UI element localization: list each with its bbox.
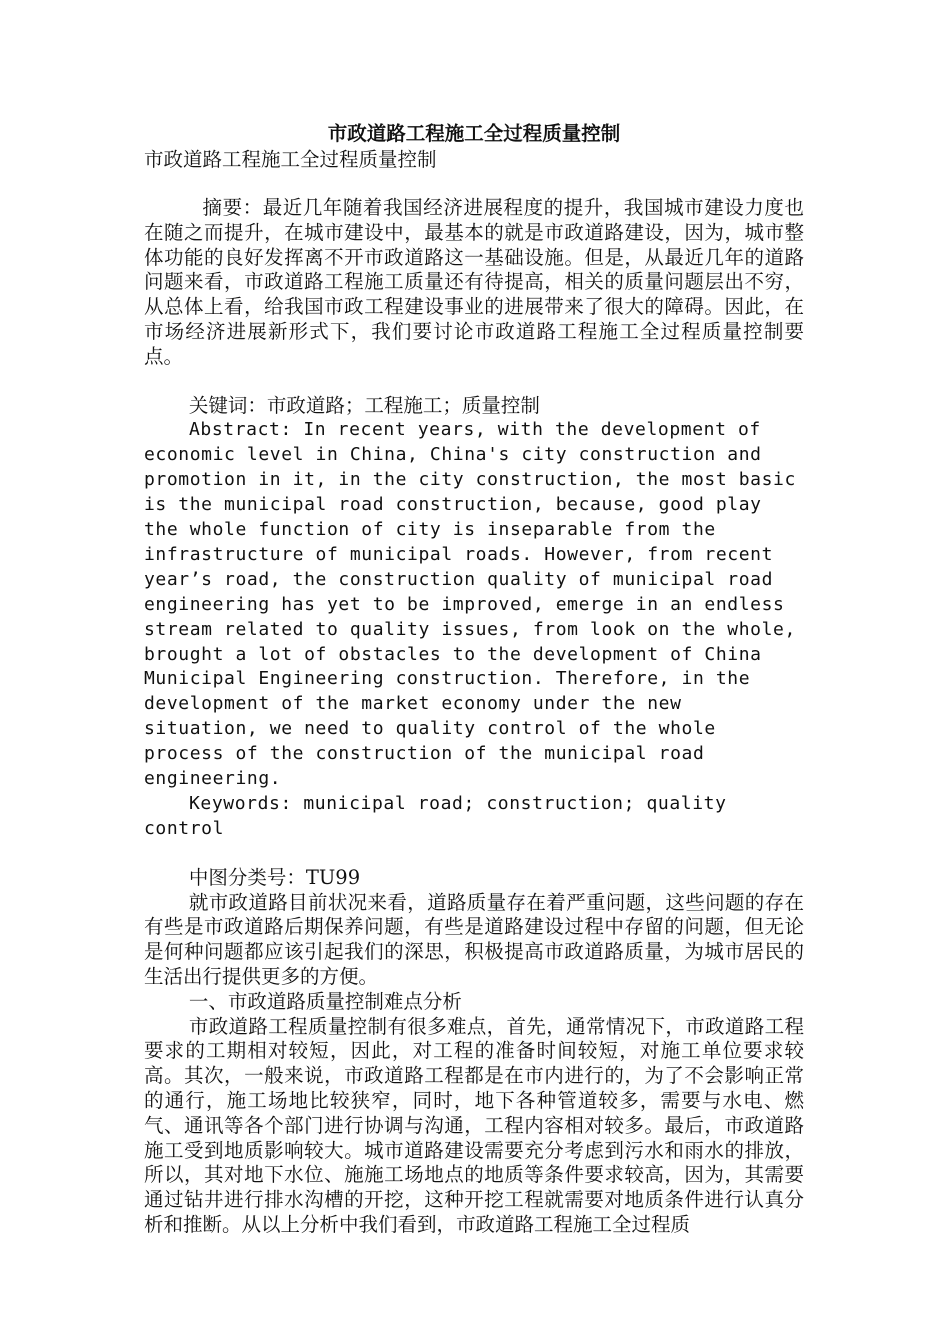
section-heading: 一、市政道路质量控制难点分析	[188, 989, 462, 1013]
classification-number: 中图分类号：TU99	[188, 865, 361, 889]
spacer	[144, 842, 804, 866]
spacer	[144, 370, 804, 394]
section-body: 市政道路工程质量控制有很多难点，首先，通常情况下，市政道路工程要求的工期相对较短，因此，对工程的准备时间较短，对施工单位要求较高。其次，一般来说，市政道路工程都是在市内进行的，为了不会影响正常的通行，施工场地比较狭窄，同时，地下各种管道较多，需要与水电、燃气、通讯等各个部门进行协调与沟通，工程内容相对较多。最后，市政道路施工受到地质影响较大。城市道路建设需要充分考虑到污水和雨水的排放，所以，其对地下水位、施施工场地点的地质等条件要求较高，因为，其需要通过钻井进行排水沟槽的开挖，这种开挖工程就需要对地质条件进行认真分析和推断。从以上分析中我们看到，市政道路工程施工全过程质	[144, 1014, 804, 1236]
intro-paragraph: 就市政道路目前状况来看，道路质量存在着严重问题，这些问题的存在有些是市政道路后期保养问题，有些是道路建设过程中存留的问题，但无论是何种问题都应该引起我们的深思，积极提高市政道路质量，为城市居民的生活出行提供更多的方便。	[144, 890, 804, 988]
keywords-cn: 关键词：市政道路；工程施工；质量控制	[188, 393, 540, 417]
document-title: 市政道路工程施工全过程质量控制	[327, 122, 621, 145]
abstract-cn: 摘要：最近几年随着我国经济进展程度的提升，我国城市建设力度也在随之而提升，在城市建设中，最基本的就是市政道路建设，因为，城市整体功能的良好发挥离不开市政道路这一基础设施。但是，从最近几年的道路问题来看，市政道路工程施工质量还有待提高，相关的质量问题层出不穷，从总体上看，给我国市政工程建设事业的进展带来了很大的障碍。因此，在市场经济进展新形式下，我们要讨论市政道路工程施工全过程质量控制要点。	[144, 196, 804, 368]
document-subtitle: 市政道路工程施工全过程质量控制	[144, 148, 437, 171]
keywords-en: Keywords: municipal road; construction; quality control	[144, 792, 727, 839]
document-page	[144, 120, 804, 1238]
abstract-en: Abstract: In recent years, with the development of economic level in China, China's city construction and promotion in it, in the city construction, the most basic is the municipal road construction, because, good play the whole function of city is inseparable from the infrastructure of municipal roads. However, from recent year’s road, the construction quality of municipal road engineering has yet to be improved, emerge in an endless stream related to quality issues, from look on the whole, brought a lot of obstacles to the development of China Municipal Engineering construction. Therefore, in the development of the market economy under the new situation, we need to quality control of the whole process of the construction of the municipal road engineering.	[144, 419, 796, 790]
